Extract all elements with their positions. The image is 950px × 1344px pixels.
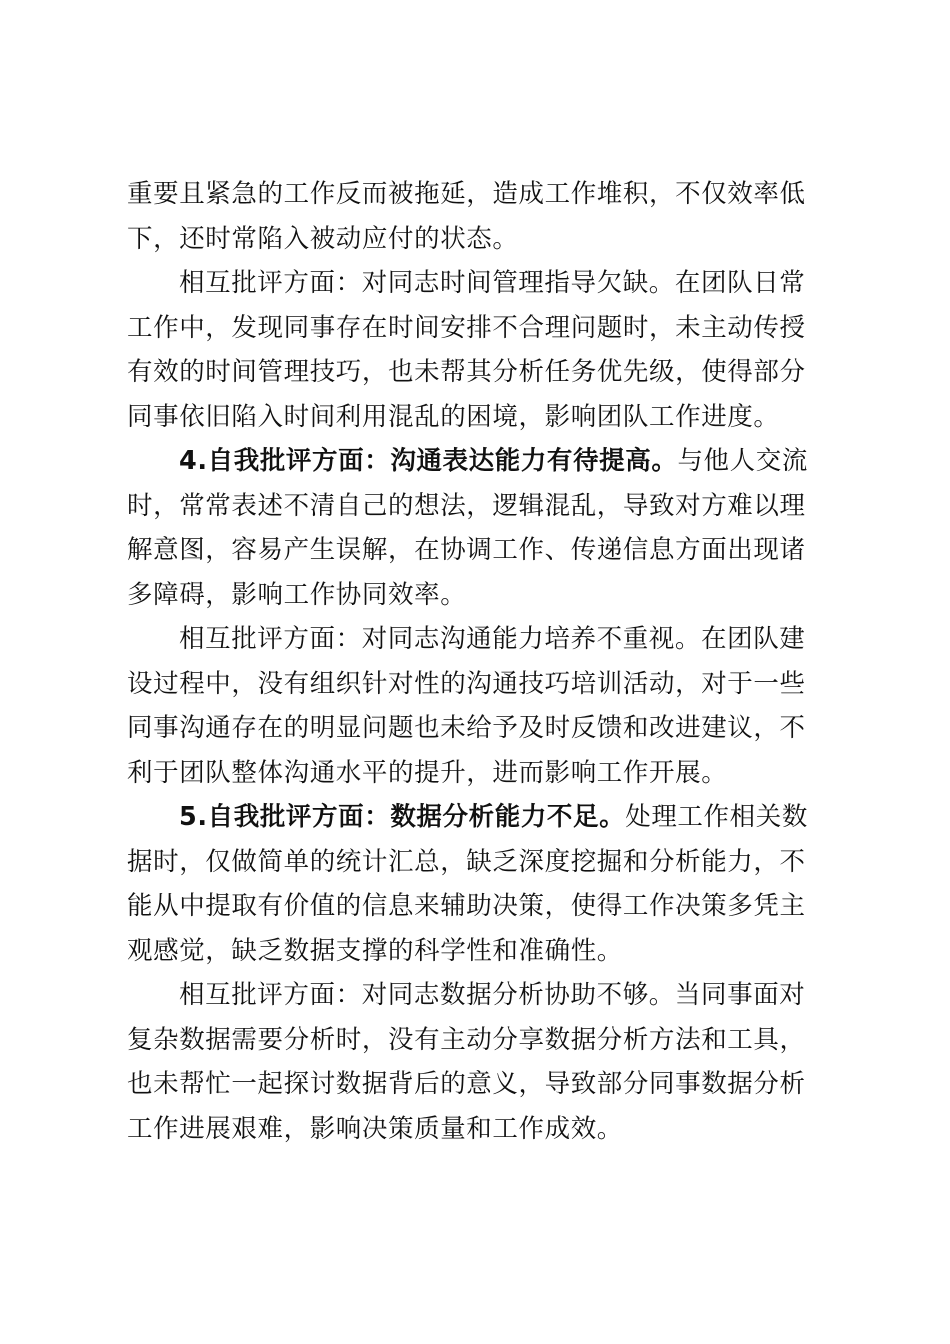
paragraph-self-criticism-5 — [127, 795, 821, 973]
paragraph-text: 相互批评方面：对同志沟通能力培养不重视。在团队建设过程中，没有组织针对性的沟通技巧培训活动，对于一些同事沟通存在的明显问题也未给予及时反馈和改进建议，不利于团队整体沟通水平的提升，进而影响工作开展。 — [127, 624, 806, 788]
paragraph-text: 相互批评方面：对同志数据分析协助不够。当同事面对复杂数据需要分析时，没有主动分享数据分析方法和工具，也未帮忙一起探讨数据背后的意义，导致部分同事数据分析工作进展艰难，影响决策质量和工作成效。 — [127, 980, 806, 1144]
document-body — [127, 172, 821, 1151]
paragraph-mutual-criticism-data — [127, 973, 821, 1151]
paragraph-continuation — [127, 172, 821, 261]
section-heading: 5.自我批评方面：数据分析能力不足。 — [179, 802, 626, 832]
paragraph-text: 相互批评方面：对同志时间管理指导欠缺。在团队日常工作中，发现同事存在时间安排不合理问题时，未主动传授有效的时间管理技巧，也未帮其分析任务优先级，使得部分同事依旧陷入时间利用混乱的困境，影响团队工作进度。 — [127, 268, 806, 432]
paragraph-text: 与他人交流时，常常表述不清自己的想法，逻辑混乱，导致对方难以理解意图，容易产生误解，在协调工作、传递信息方面出现诸多障碍，影响工作协同效率。 — [127, 446, 808, 610]
section-heading: 4.自我批评方面：沟通表达能力有待提高。 — [179, 446, 678, 476]
paragraph-mutual-criticism-communication — [127, 617, 821, 795]
paragraph-self-criticism-4 — [127, 439, 821, 617]
paragraph-text: 处理工作相关数据时，仅做简单的统计汇总，缺乏深度挖掘和分析能力，不能从中提取有价值的信息来辅助决策，使得工作决策多凭主观感觉，缺乏数据支撑的科学性和准确性。 — [127, 802, 808, 966]
paragraph-text: 重要且紧急的工作反而被拖延，造成工作堆积，不仅效率低下，还时常陷入被动应付的状态。 — [127, 179, 806, 254]
paragraph-mutual-criticism-time — [127, 261, 821, 439]
